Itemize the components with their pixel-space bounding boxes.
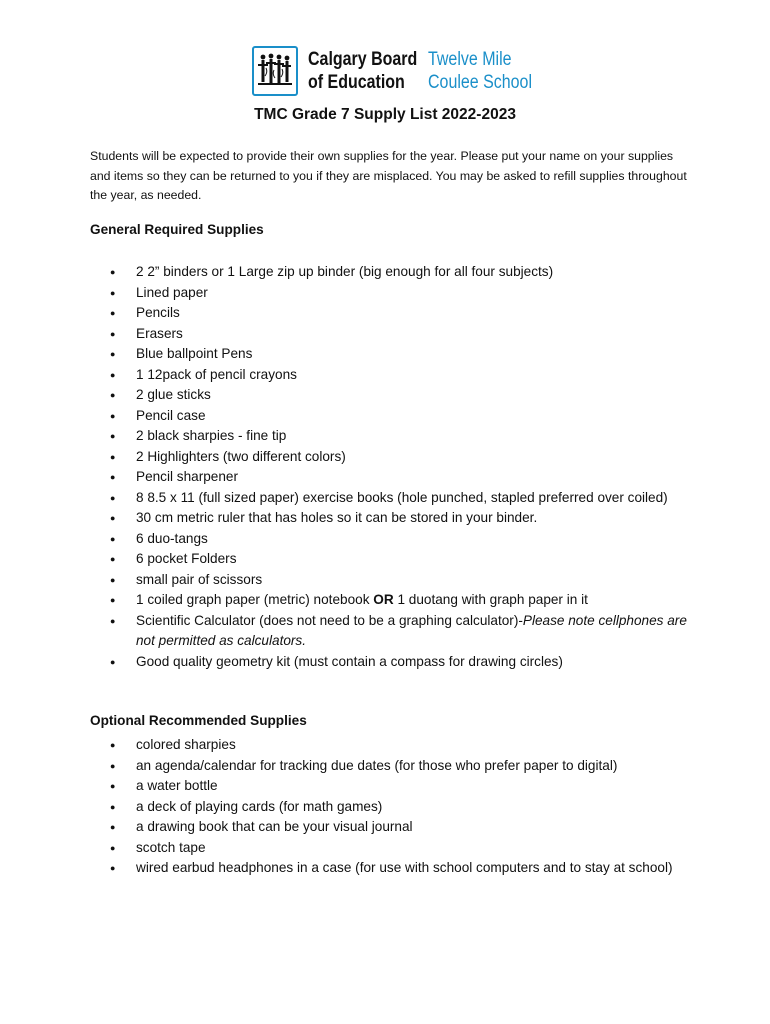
optional-supplies-heading: Optional Recommended Supplies xyxy=(90,713,307,728)
cbe-emblem-icon xyxy=(252,46,298,96)
list-item: ● wired earbud headphones in a case (for use with school computers and to stay at school) xyxy=(90,858,690,879)
list-item: ● Good quality geometry kit (must contain a compass for drawing circles) xyxy=(90,652,690,673)
list-item-calculator: ● Scientific Calculator (does not need to be a graphing calculator)-Please note cellphones are not permitted as calculators. xyxy=(90,611,690,652)
optional-supplies-list xyxy=(90,735,690,879)
school-logo xyxy=(252,46,533,100)
board-name: Calgary Board of Education xyxy=(308,48,418,93)
school-name: Twelve Mile Coulee School xyxy=(428,48,533,93)
list-item: ● a drawing book that can be your visual journal xyxy=(90,817,690,838)
list-item: ● Pencil sharpener xyxy=(90,467,690,488)
list-item: ● 1 12pack of pencil crayons xyxy=(90,365,690,386)
general-supplies-list xyxy=(90,262,690,672)
list-item: ● Blue ballpoint Pens xyxy=(90,344,690,365)
list-item: ● a water bottle xyxy=(90,776,690,797)
page-title: TMC Grade 7 Supply List 2022-2023 xyxy=(254,106,516,123)
list-item: ● 2 Highlighters (two different colors) xyxy=(90,447,690,468)
list-item: ● 6 duo-tangs xyxy=(90,529,690,550)
calculator-note: Please note cellphones are not permitted as calculators. xyxy=(136,612,687,648)
list-item: ● 2 black sharpies - fine tip xyxy=(90,426,690,447)
list-item: ● 8 8.5 x 11 (full sized paper) exercise books (hole punched, stapled preferred over coiled) xyxy=(90,488,690,509)
list-item-graph-paper: ● 1 coiled graph paper (metric) notebook OR 1 duotang with graph paper in it xyxy=(90,590,690,611)
list-item: ● Pencil case xyxy=(90,406,690,427)
list-item: ● small pair of scissors xyxy=(90,570,690,591)
intro-paragraph: Students will be expected to provide their own supplies for the year. Please put your name on your supplies and items so they can be returned to you if they are misplaced. You may be asked to refill supplies throughout the year, as needed. xyxy=(90,149,687,202)
list-item: ● Lined paper xyxy=(90,283,690,304)
list-item: ● 30 cm metric ruler that has holes so it can be stored in your binder. xyxy=(90,508,690,529)
general-supplies-heading: General Required Supplies xyxy=(90,222,264,237)
list-item: ● scotch tape xyxy=(90,838,690,859)
list-item: ● 6 pocket Folders xyxy=(90,549,690,570)
list-item: ● 2 2” binders or 1 Large zip up binder (big enough for all four subjects) xyxy=(90,262,690,283)
list-item: ● Erasers xyxy=(90,324,690,345)
list-item: ● a deck of playing cards (for math games) xyxy=(90,797,690,818)
list-item: ● colored sharpies xyxy=(90,735,690,756)
list-item: ● Pencils xyxy=(90,303,690,324)
list-item: ● 2 glue sticks xyxy=(90,385,690,406)
list-item: ● an agenda/calendar for tracking due dates (for those who prefer paper to digital) xyxy=(90,756,690,777)
